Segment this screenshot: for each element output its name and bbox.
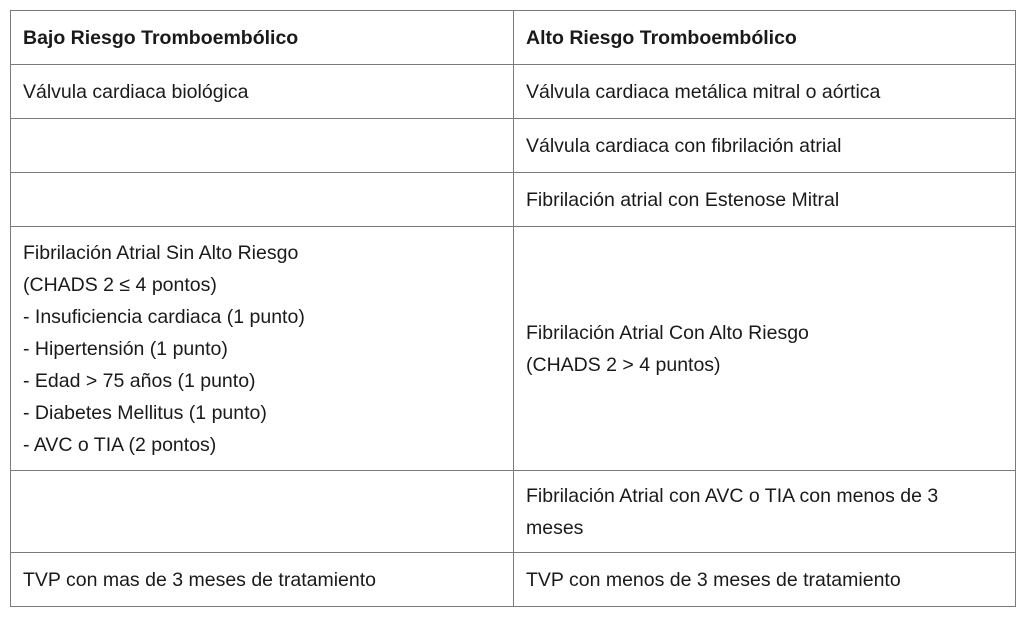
cell-text: TVP con menos de 3 meses de tratamiento	[526, 568, 901, 591]
cell-text: Válvula cardiaca biológica	[23, 80, 249, 103]
cell-text: meses	[526, 516, 584, 539]
high-risk-cell	[514, 119, 1016, 173]
table-row	[11, 553, 1016, 607]
cell-text: Válvula cardiaca metálica mitral o aórtica	[526, 80, 881, 103]
table-row	[11, 471, 1016, 553]
header-low-risk: Bajo Riesgo Tromboembólico	[11, 11, 514, 65]
table-row	[11, 119, 1016, 173]
high-risk-cell	[514, 471, 1016, 553]
cell-text: TVP con mas de 3 meses de tratamiento	[23, 568, 376, 591]
low-risk-cell	[11, 553, 514, 607]
high-risk-cell	[514, 65, 1016, 119]
cell-text: - Diabetes Mellitus (1 punto)	[23, 401, 267, 424]
high-risk-cell	[514, 553, 1016, 607]
cell-text: - Insuficiencia cardiaca (1 punto)	[23, 305, 305, 328]
cell-text: - AVC o TIA (2 pontos)	[23, 433, 217, 456]
cell-text: - Edad > 75 años (1 punto)	[23, 369, 256, 392]
table-row	[11, 173, 1016, 227]
header-high-risk: Alto Riesgo Tromboembólico	[514, 11, 1016, 65]
cell-text: Fibrilación atrial con Estenose Mitral	[526, 188, 840, 211]
low-risk-cell	[11, 119, 514, 173]
cell-text: (CHADS 2 ≤ 4 pontos)	[23, 273, 217, 296]
table-row	[11, 65, 1016, 119]
cell-text: Válvula cardiaca con fibrilación atrial	[526, 134, 842, 157]
cell-text: - Hipertensión (1 punto)	[23, 337, 228, 360]
risk-table-container	[10, 10, 1015, 607]
thromboembolic-risk-table	[10, 10, 1016, 607]
cell-text: Fibrilación Atrial Sin Alto Riesgo	[23, 241, 299, 264]
low-risk-cell	[11, 227, 514, 471]
cell-text: Fibrilación Atrial con AVC o TIA con menos de 3	[526, 484, 939, 507]
cell-text: (CHADS 2 > 4 puntos)	[526, 353, 721, 376]
table-row	[11, 227, 1016, 471]
low-risk-cell	[11, 65, 514, 119]
table-header-row	[11, 11, 1016, 65]
low-risk-cell	[11, 173, 514, 227]
high-risk-cell	[514, 227, 1016, 471]
cell-text: Fibrilación Atrial Con Alto Riesgo	[526, 321, 809, 344]
low-risk-cell	[11, 471, 514, 553]
high-risk-cell	[514, 173, 1016, 227]
